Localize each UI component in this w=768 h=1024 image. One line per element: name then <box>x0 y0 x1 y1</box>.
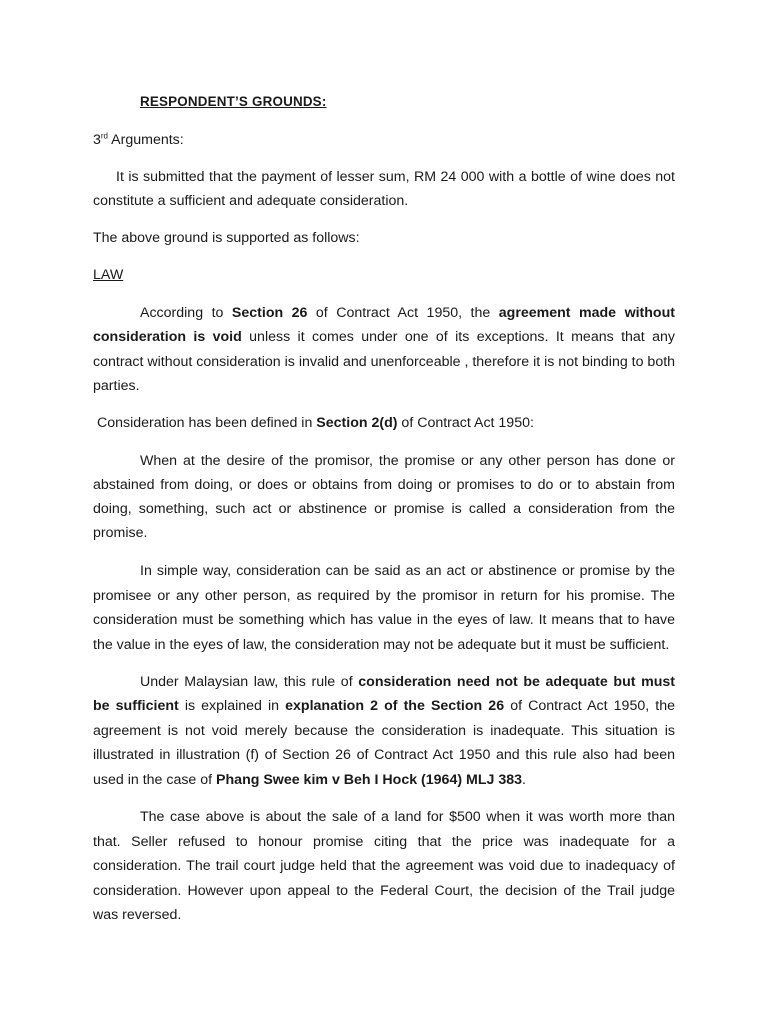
p4-line-1: In simple way, consideration can be said as an act or abstinence or promise by the <box>140 563 675 579</box>
heading: RESPONDENT’S GROUNDS: <box>140 94 327 109</box>
intro-line-1: It is submitted that the payment of lesser sum, RM 24 000 with a bottle of wine does not <box>116 169 675 185</box>
p3-line-3: doing, something, such act or abstinence or promise is called a consideration from the <box>93 501 675 517</box>
p1-line-1: According to Section 26 of Contract Act 1950, the agreement made without <box>140 305 675 321</box>
p5-line-3: agreement is not void merely because the consideration is inadequate. This situation is <box>93 723 675 739</box>
p6-line-4: consideration. However upon appeal to the Federal Court, the decision of the Trail judge <box>93 883 675 899</box>
p5-line-2: be sufficient is explained in explanation 2 of the Section 26 of Contract Act 1950, the <box>93 698 675 714</box>
p3-line-4: promise. <box>93 525 148 541</box>
p1-line-3: contract without consideration is invalid and unenforceable , therefore it is not binding to both <box>93 354 676 370</box>
law-heading: LAW <box>93 267 124 283</box>
p6-line-2: that. Seller refused to honour promise citing that the price was inadequate for a <box>93 834 675 850</box>
p4-line-4: the value in the eyes of law, the consideration may not be adequate but it must be sufficient. <box>93 637 670 653</box>
arguments-heading <box>93 131 184 149</box>
p1-line-4: parties. <box>93 378 140 394</box>
p5-line-4: illustrated in illustration (f) of Section 26 of Contract Act 1950 and this rule also had been <box>93 747 675 763</box>
arguments-number: 3 <box>93 132 101 148</box>
p5-line-5: used in the case of Phang Swee kim v Beh I Hock (1964) MLJ 383. <box>93 772 526 788</box>
p1-line-2: consideration is void unless it comes under one of its exceptions. It means that any <box>93 329 675 345</box>
arguments-label: Arguments: <box>108 132 184 148</box>
intro-line-2: constitute a sufficient and adequate consideration. <box>93 193 409 209</box>
support-line: The above ground is supported as follows: <box>93 230 360 246</box>
p2-line: Consideration has been defined in Section 2(d) of Contract Act 1950: <box>97 415 534 431</box>
p5-line-1: Under Malaysian law, this rule of consideration need not be adequate but must <box>140 674 675 690</box>
p6-line-5: was reversed. <box>93 907 182 923</box>
p6-line-1: The case above is about the sale of a land for $500 when it was worth more than <box>140 809 675 825</box>
p4-line-3: consideration must be something which has value in the eyes of law. It means that to have <box>93 612 675 628</box>
p3-line-2: abstained from doing, or does or obtains from doing or promises to do or to abstain from <box>93 477 675 493</box>
p3-line-1: When at the desire of the promisor, the promise or any other person has done or <box>140 453 675 469</box>
arguments-ordinal: rd <box>100 131 109 141</box>
p6-line-3: consideration. The trail court judge held that the agreement was void due to inadequacy of <box>93 858 675 874</box>
p4-line-2: promisee or any other person, as required by the promisor in return for his promise. The <box>93 588 675 604</box>
